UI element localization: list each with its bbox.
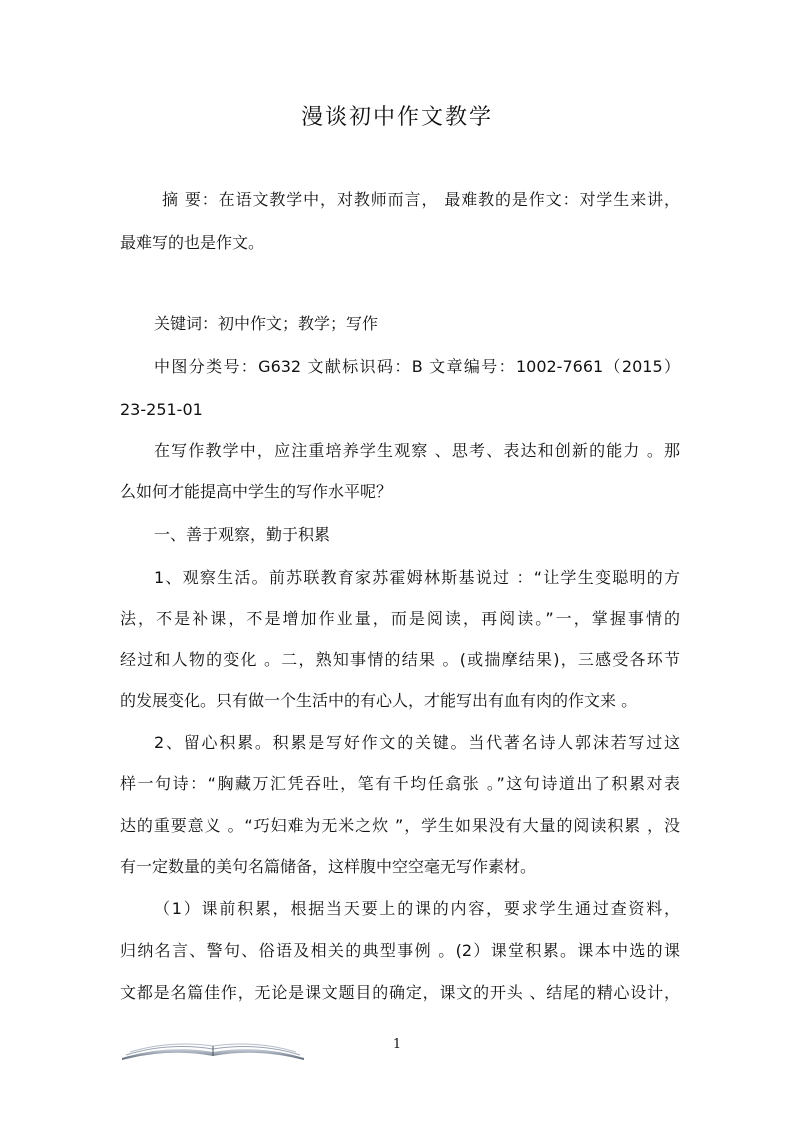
point1-line-3: 经过和人物的变化 。二，熟知事情的结果 。(或揣摩结果)，三感受各环节 [120, 650, 680, 669]
page-number: 1 [392, 1037, 402, 1052]
abstract-line-1: 摘 要：在语文教学中，对教师而言， 最难教的是作文：对学生来讲， [162, 190, 680, 209]
point2-line-3: 达的重要意义 。“巧妇难为无米之炊 ”，学生如果没有大量的阅读积累 ，没 [120, 816, 680, 835]
point2-line-2: 样一句诗：“胸藏万汇凭吞吐，笔有千均任翕张 。”这句诗道出了积累对表 [120, 774, 680, 793]
section-heading: 一、善于观察，勤于积累 [154, 525, 331, 544]
intro-line-2: 么如何才能提高中学生的写作水平呢？ [120, 482, 393, 501]
point2-line-4: 有一定数量的美句名篇储备，这样腹中空空毫无写作素材。 [120, 857, 537, 876]
point2-line-1: 2、留心积累。积累是写好作文的关键。当代著名诗人郭沫若写过这 [154, 733, 680, 752]
classification-line-2: 23-251-01 [120, 400, 203, 419]
point1-line-1: 1、观察生活。前苏联教育家苏霍姆林斯基说过 ：“让学生变聪明的方 [154, 568, 680, 587]
point1-line-4: 的发展变化。只有做一个生活中的有心人，才能写出有血有肉的作文来 。 [120, 691, 638, 710]
keywords: 关键词：初中作文；教学；写作 [154, 314, 379, 333]
point3-line-3: 文都是名篇佳作，无论是课文题目的确定，课文的开头 、结尾的精心设计， [120, 983, 680, 1002]
intro-line-1: 在写作教学中，应注重培养学生观察 、思考、表达和创新的能力 。那 [154, 441, 680, 460]
classification-line-1: 中图分类号：G632 文献标识码：B 文章编号：1002-7661（2015） [154, 357, 680, 376]
open-book-icon [118, 1034, 308, 1062]
abstract-line-2: 最难写的也是作文。 [120, 233, 265, 252]
point3-line-1: （1）课前积累，根据当天要上的课的内容，要求学生通过查资料， [154, 899, 680, 918]
page-title: 漫谈初中作文教学 [300, 105, 493, 130]
point3-line-2: 归纳名言、警句、俗语及相关的典型事例 。(2）课堂积累。课本中选的课 [120, 941, 680, 960]
point1-line-2: 法，不是补课，不是增加作业量，而是阅读，再阅读。”一，掌握事情的 [120, 609, 680, 628]
